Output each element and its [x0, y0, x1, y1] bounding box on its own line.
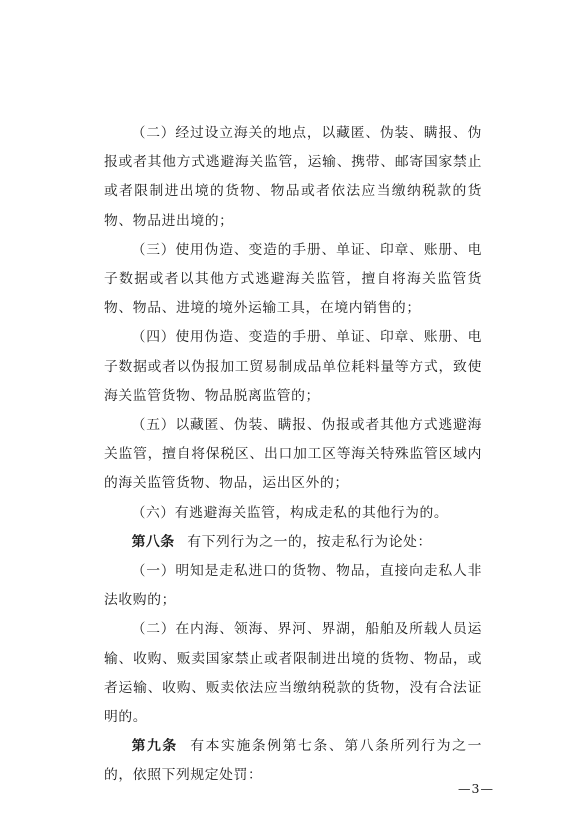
- paragraph-text: （四）使用伪造、变造的手册、单证、印章、账册、电子数据或者以伪报加工贸易制成品单位耗料量等方式，致使海关监管货物、物品脱离监管的；: [104, 329, 482, 404]
- paragraph-text: 有下列行为之一的，按走私行为论处：: [187, 533, 432, 550]
- paragraph-item-2: [104, 119, 482, 236]
- article-8-item-1: [104, 557, 482, 615]
- paragraph-text: （二）在内海、领海、界河、界湖，船舶及所载人员运输、收购、贩卖国家禁止或者限制进出境的货物、物品，或者运输、收购、贩卖依法应当缴纳税款的货物，没有合法证明的。: [104, 621, 482, 726]
- article-8: [104, 528, 482, 557]
- paragraph-item-4: [104, 323, 482, 411]
- article-heading: 第八条: [131, 533, 175, 550]
- paragraph-text: （六）有逃避海关监管，构成走私的其他行为的。: [131, 504, 449, 521]
- paragraph-text: 有本实施条例第七条、第八条所列行为之一的，依照下列规定处罚：: [104, 738, 482, 784]
- article-9: [104, 732, 482, 790]
- paragraph-item-6: [104, 499, 482, 528]
- paragraph-text: （二）经过设立海关的地点，以藏匿、伪装、瞒报、伪报或者其他方式逃避海关监管，运输、携带、邮寄国家禁止或者限制进出境的货物、物品或者依法应当缴纳税款的货物、物品进出境的；: [104, 125, 482, 229]
- paragraph-item-5: [104, 411, 482, 499]
- page-number: —3—: [458, 781, 494, 796]
- paragraph-text: （一）明知是走私进口的货物、物品，直接向走私人非法收购的；: [104, 563, 482, 609]
- paragraph-item-3: [104, 236, 482, 324]
- document-body: [104, 119, 482, 791]
- paragraph-text: （三）使用伪造、变造的手册、单证、印章、账册、电子数据或者以其他方式逃避海关监管，擅自将海关监管货物、物品、进境的境外运输工具，在境内销售的；: [104, 241, 482, 317]
- paragraph-text: （五）以藏匿、伪装、瞒报、伪报或者其他方式逃避海关监管，擅自将保税区、出口加工区等海关特殊监管区域内的海关监管货物、物品，运出区外的；: [104, 417, 482, 492]
- article-heading: 第九条: [131, 738, 178, 755]
- article-8-item-2: [104, 615, 482, 732]
